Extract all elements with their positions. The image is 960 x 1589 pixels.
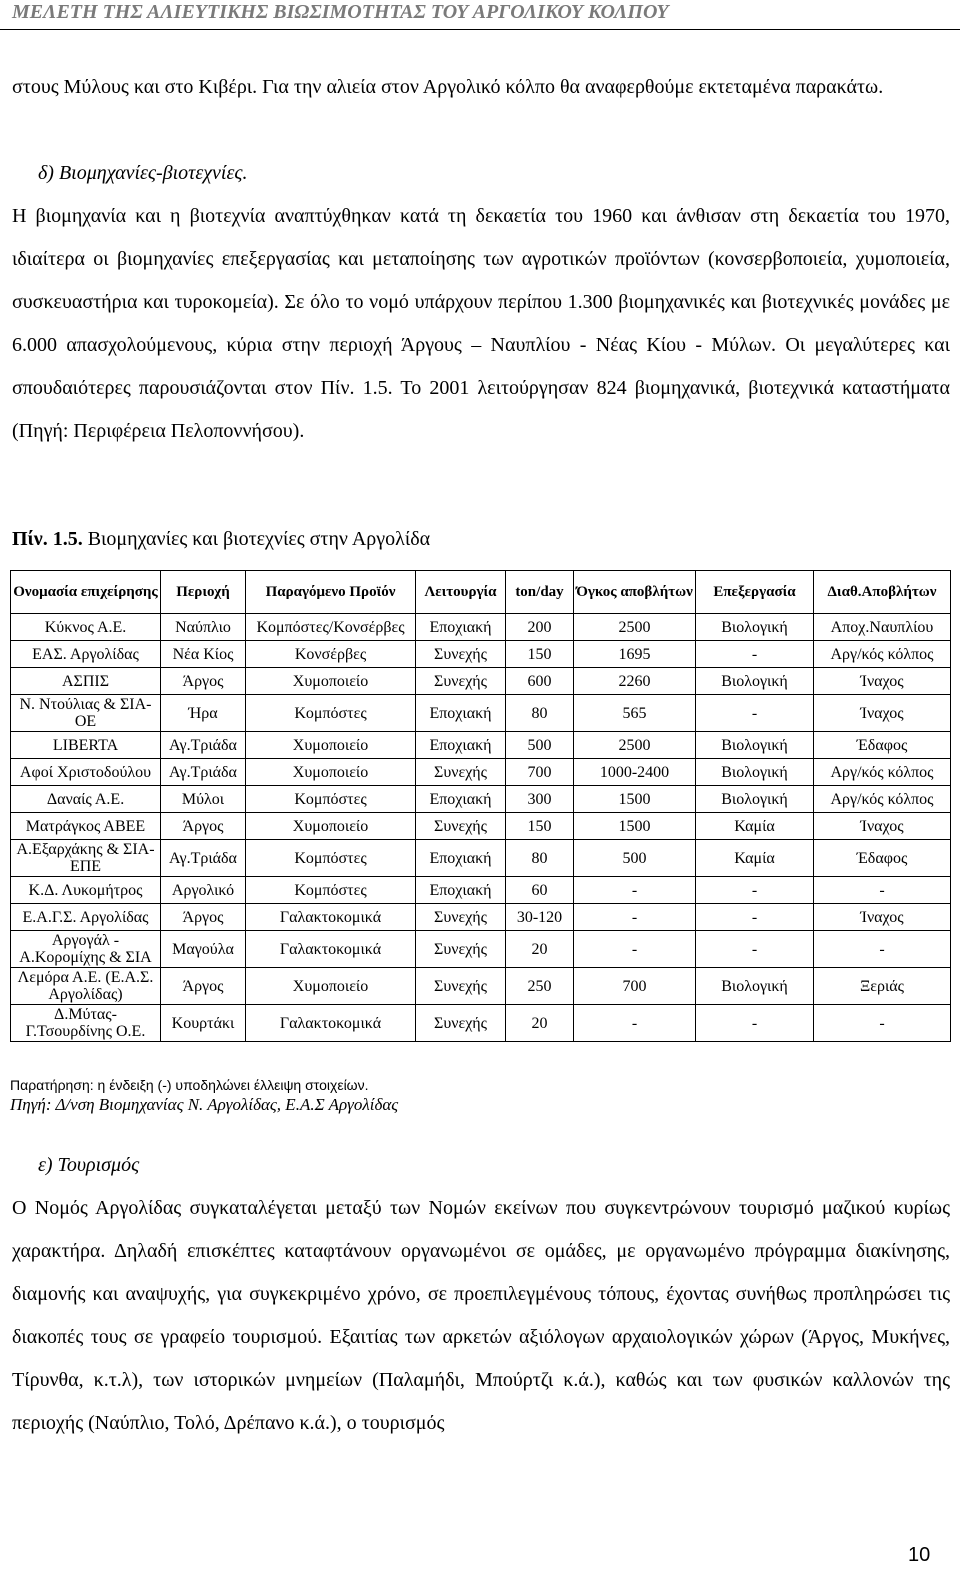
table-cell: Εποχιακή [416,695,506,732]
table-cell: Έδαφος [814,840,951,877]
table-cell: Αφοί Χριστοδούλου [11,759,161,786]
table-row [11,813,951,840]
table-cell: - [696,877,814,904]
table-cell: Δ.Μύτας-Γ.Τσουρδίνης Ο.Ε. [11,1005,161,1042]
table-cell: Συνεχής [416,813,506,840]
table-cell: Συνεχής [416,759,506,786]
table-cell: 500 [574,840,696,877]
table-cell: Αργολικό [161,877,246,904]
table-cell: Κομπόστες [246,840,416,877]
table-cell: - [696,904,814,931]
table-note: Παρατήρηση: η ένδειξη (-) υποδηλώνει έλλειψη στοιχείων. [10,1077,369,1093]
table-cell: Συνεχής [416,641,506,668]
table-cell: Χυμοποιείο [246,732,416,759]
table-cell: 565 [574,695,696,732]
table-row [11,1005,951,1042]
page-number: 10 [908,1544,931,1566]
table-cell: Κομπόστες/Κονσέρβες [246,614,416,641]
running-header: ΜΕΛΕΤΗ ΤΗΣ ΑΛΙΕΥΤΙΚΗΣ ΒΙΩΣΙΜΟΤΗΤΑΣ ΤΟΥ ΑΡΓΟΛΙΚΟΥ ΚΟΛΠΟΥ [0,0,960,30]
table-cell: 150 [506,813,574,840]
table-cell: Δαναίς Α.Ε. [11,786,161,813]
section-e-paragraph: Ο Νομός Αργολίδας συγκαταλέγεται μεταξύ των Νομών εκείνων που συγκεντρώνουν τουρισμό μαζικού κυρίως χαρακτήρα. Δηλαδή επισκέπτες καταφτάνουν οργανωμένοι σε ομάδες, με οργανωμένο πρόγραμμα διακίνησης, διαμονής και αναψυχής, για συγκεκριμένο χρόνο, σε προεπιλεγμένους τόπους, έχοντας συνήθως προπληρώσει τις διακοπές τους σε γραφείο τουρισμού. Εξαιτίας των αρκετών αξιόλογων αρχαιολογικών χώρων (Άργος, Μυκήνες, Τίρυνθα, κ.τ.λ), των ιστορικών μνημείων (Παλαμήδι, Μπούρτζι κ.ά.), καθώς και των φυσικών καλλονών της περιοχής (Ναύπλιο, Τολό, Δρέπανο κ.ά.), ο τουρισμός [12,1197,950,1434]
table-cell: Χυμοποιείο [246,759,416,786]
table-cell: ΕΑΣ. Αργολίδας [11,641,161,668]
table-cell: 2500 [574,614,696,641]
table-cell: 1500 [574,786,696,813]
table-cell: Χυμοποιείο [246,668,416,695]
table-cell: Εποχιακή [416,786,506,813]
table-cell: Καμία [696,813,814,840]
table-cell: Κομπόστες [246,786,416,813]
table-cell: 60 [506,877,574,904]
table-cell: Ίναχος [814,668,951,695]
section-d-paragraph: Η βιομηχανία και η βιοτεχνία αναπτύχθηκαν κατά τη δεκαετία του 1960 και άνθισαν στη δεκαετία του 1970, ιδιαίτερα οι βιομηχανίες επεξεργασίας και μεταποίησης των αγροτικών προϊόντων (κονσερβοποιεία, χυμοποιεία, συσκευαστήρια και τυροκομεία). Σε όλο το νομό υπάρχουν περίπου 1.300 βιομηχανικές και βιοτεχνικές μονάδες με 6.000 απασχολούμενους, κύρια στην περιοχή Άργους – Ναυπλίου - Νέας Κίου - Μύλων. Οι μεγαλύτερες και σπουδαιότερες παρουσιάζονται στον Πίν. 1.5. Το 2001 λειτούργησαν 824 βιομηχανικά, βιοτεχνικά καταστήματα (Πηγή: Περιφέρεια Πελοποννήσου). [12,205,950,442]
table-cell: Συνεχής [416,968,506,1005]
table-cell: Ε.Α.Γ.Σ. Αργολίδας [11,904,161,931]
table-source: Πηγή: Δ/νση Βιομηχανίας Ν. Αργολίδας, Ε.Α.Σ Αργολίδας [10,1095,399,1114]
table-caption-text: Βιομηχανίες και βιοτεχνίες στην Αργολίδα [82,528,431,550]
table-cell: - [574,904,696,931]
table-cell: Έδαφος [814,732,951,759]
table-cell: - [696,1005,814,1042]
table-row [11,668,951,695]
table-body [11,614,951,1042]
table-cell: Άργος [161,968,246,1005]
table-row [11,904,951,931]
column-header: Λειτουργία [416,571,506,614]
table-cell: Βιολογική [696,786,814,813]
table-cell: 1695 [574,641,696,668]
table-cell: Ν. Ντούλιας & ΣΙΑ-ΟΕ [11,695,161,732]
table-cell: Χυμοποιείο [246,968,416,1005]
table-cell: - [574,877,696,904]
section-d-heading: δ) Βιομηχανίες-βιοτεχνίες. [38,162,248,184]
table-caption [12,526,430,552]
table-cell: LIBERTA [11,732,161,759]
table-cell: Συνεχής [416,1005,506,1042]
table-cell: Βιολογική [696,968,814,1005]
table-row [11,877,951,904]
table-cell: 600 [506,668,574,695]
table-cell: Βιολογική [696,732,814,759]
table-row [11,732,951,759]
table-cell: Α.Εξαρχάκης & ΣΙΑ-ΕΠΕ [11,840,161,877]
table-cell: Συνεχής [416,904,506,931]
column-header: Όγκος αποβλήτων [574,571,696,614]
table-cell: Ίναχος [814,904,951,931]
table-cell: 700 [506,759,574,786]
table-cell: - [814,877,951,904]
table-cell: - [696,641,814,668]
table-cell: - [574,1005,696,1042]
table-cell: - [696,695,814,732]
intro-paragraph: στους Μύλους και στο Κιβέρι. Για την αλιεία στον Αργολικό κόλπο θα αναφερθούμε εκτεταμένα παρακάτω. [12,76,884,98]
table-cell: 300 [506,786,574,813]
table-header-row [11,571,951,614]
table-cell: 150 [506,641,574,668]
table-cell: Βιολογική [696,614,814,641]
table-cell: - [814,1005,951,1042]
table-row [11,931,951,968]
table-cell: Συνεχής [416,668,506,695]
table-cell: Ματράγκος ΑΒΕΕ [11,813,161,840]
table-cell: 500 [506,732,574,759]
table-cell: Νέα Κίος [161,641,246,668]
table-cell: 1000-2400 [574,759,696,786]
table-cell: 80 [506,840,574,877]
table-cell: 2500 [574,732,696,759]
table-cell: Ξεριάς [814,968,951,1005]
table-cell: Συνεχής [416,931,506,968]
table-row [11,614,951,641]
table-cell: Εποχιακή [416,877,506,904]
table-cell: Αγ.Τριάδα [161,840,246,877]
table-cell: Εποχιακή [416,614,506,641]
table-cell: Μύλοι [161,786,246,813]
table-cell: - [574,931,696,968]
column-header: ton/day [506,571,574,614]
table-cell: Βιολογική [696,759,814,786]
table-cell: Αργ/κός κόλπος [814,641,951,668]
table-cell: Αποχ.Ναυπλίου [814,614,951,641]
table-cell: Κ.Δ. Λυκομήτρος [11,877,161,904]
table-cell: Άργος [161,904,246,931]
table-cell: Ήρα [161,695,246,732]
table-cell: Γαλακτοκομικά [246,1005,416,1042]
table-row [11,840,951,877]
table-cell: Αργ/κός κόλπος [814,759,951,786]
table-cell: Κομπόστες [246,695,416,732]
table-cell: Αργ/κός κόλπος [814,786,951,813]
table-cell: Καμία [696,840,814,877]
table-cell: Άργος [161,813,246,840]
table-cell: 200 [506,614,574,641]
industries-table [10,570,951,1042]
table-row [11,695,951,732]
table-cell: Κονσέρβες [246,641,416,668]
column-header: Διαθ.Αποβλήτων [814,571,951,614]
table-cell: Λεμόρα Α.Ε. (Ε.Α.Σ. Αργολίδας) [11,968,161,1005]
table-cell: 80 [506,695,574,732]
section-e-heading: ε) Τουρισμός [38,1154,140,1176]
table-cell: Ίναχος [814,695,951,732]
column-header: Ονομασία επιχείρησης [11,571,161,614]
table-cell: Άργος [161,668,246,695]
table-cell: 2260 [574,668,696,695]
table-row [11,759,951,786]
table-cell: Βιολογική [696,668,814,695]
table-cell: - [814,931,951,968]
table-cell: Ναύπλιο [161,614,246,641]
table-cell: Ίναχος [814,813,951,840]
table-cell: Κουρτάκι [161,1005,246,1042]
table-cell: Χυμοποιείο [246,813,416,840]
table-cell: Αγ.Τριάδα [161,732,246,759]
table-cell: - [696,931,814,968]
table-row [11,786,951,813]
table-cell: ΑΣΠΙΣ [11,668,161,695]
table-cell: 20 [506,1005,574,1042]
table-caption-label: Πίν. 1.5. [12,528,83,550]
table-cell: Κομπόστες [246,877,416,904]
table-cell: 30-120 [506,904,574,931]
table-cell: Γαλακτοκομικά [246,931,416,968]
table-cell: Εποχιακή [416,732,506,759]
table-cell: Αργογάλ - Α.Κορομίχης & ΣΙΑ [11,931,161,968]
table-cell: Εποχιακή [416,840,506,877]
table-cell: 250 [506,968,574,1005]
table-cell: Αγ.Τριάδα [161,759,246,786]
table-row [11,641,951,668]
column-header: Περιοχή [161,571,246,614]
column-header: Επεξεργασία [696,571,814,614]
table-cell: 1500 [574,813,696,840]
table-cell: 20 [506,931,574,968]
table-cell: Μαγούλα [161,931,246,968]
table-cell: Κύκνος Α.Ε. [11,614,161,641]
column-header: Παραγόμενο Προϊόν [246,571,416,614]
table-cell: 700 [574,968,696,1005]
table-cell: Γαλακτοκομικά [246,904,416,931]
table-row [11,968,951,1005]
